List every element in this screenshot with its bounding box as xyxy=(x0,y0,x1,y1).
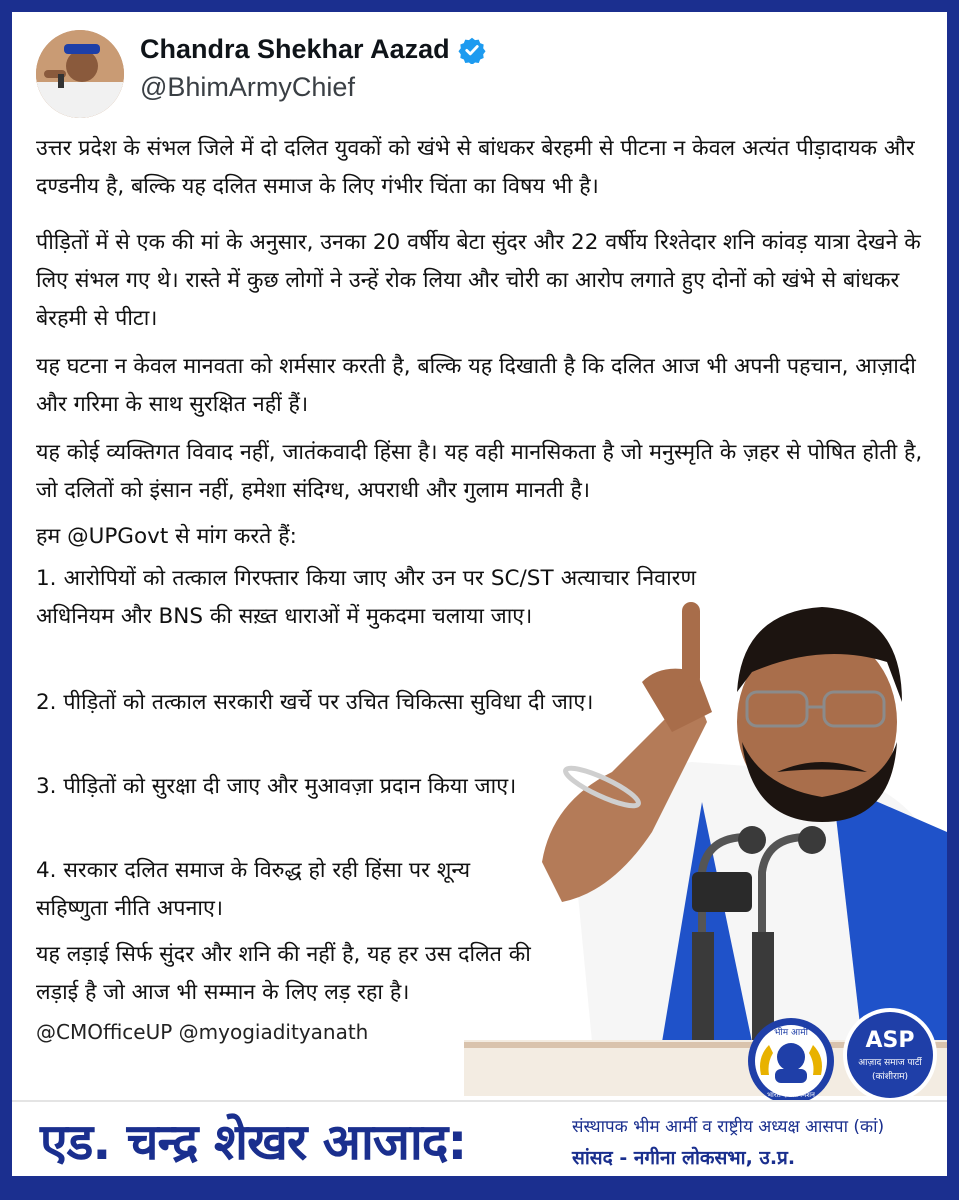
author-handle[interactable]: @BhimArmyChief xyxy=(140,72,355,102)
tweet-paragraph-2: पीड़ितों में से एक की मां के अनुसार, उनका 20 वर्षीय बेटा सुंदर और 22 वर्षीय रिश्तेदार शनि कांवड़ यात्रा देखने के लिए संभल गए थे। रास्ते में कुछ लोगों ने उन्हें रोक लिया और चोरी का आरोप लगाते हुए दोनों को खंभे से बांधकर बेरहमी से पीटा। xyxy=(36,230,921,331)
speaker-figure-image xyxy=(532,572,947,1042)
verified-badge-icon xyxy=(458,36,486,64)
tweet-paragraph-1: उत्तर प्रदेश के संभल जिले में दो दलित युवकों को खंभे से बांधकर बेरहमी से पीटना न केवल अत्यंत पीड़ादायक और दण्डनीय है, बल्कि यह दलित समाज के लिए गंभीर चिंता का विषय भी है। xyxy=(36,136,915,199)
poster-footer xyxy=(12,1100,947,1176)
author-row xyxy=(140,34,486,65)
asp-logo-subtitle-2: (कांशीराम) xyxy=(871,1072,909,1082)
bhim-army-logo-text: भीम आर्मी xyxy=(774,1028,808,1038)
footer-designation: संस्थापक भीम आर्मी व राष्ट्रीय अध्यक्ष आसपा (कां) xyxy=(572,1117,885,1137)
bottom-strip xyxy=(0,1188,959,1200)
asp-party-logo xyxy=(842,1007,938,1103)
footer-constituency: सांसद - नगीना लोकसभा, उ.प्र. xyxy=(572,1147,796,1169)
tweet-paragraph-4: यह कोई व्यक्तिगत विवाद नहीं, जातंकवादी हिंसा है। यह वही मानसिकता है जो मनुस्मृति के ज़हर से पोषित होती है, जो दलितों को इंसान नहीं, हमेशा संदिग्ध, अपराधी और गुलाम मानती है। xyxy=(36,440,923,503)
demand-item-4: 4. सरकार दलित समाज के विरुद्ध हो रही हिंसा पर शून्य सहिष्णुता नीति अपनाए। xyxy=(36,858,471,921)
asp-logo-subtitle: आज़ाद समाज पार्टी xyxy=(858,1058,922,1068)
demand-item-2: 2. पीड़ितों को तत्काल सरकारी खर्चे पर उचित चिकित्सा सुविधा दी जाए। xyxy=(36,690,594,715)
tweet-card xyxy=(12,12,947,1176)
footer-name: एड. चन्द्र शेखर आजाद: xyxy=(40,1113,467,1171)
bhim-army-logo xyxy=(747,1017,835,1105)
mentions[interactable]: @CMOfficeUP @myogiadityanath xyxy=(36,1020,369,1044)
demand-item-1: 1. आरोपियों को तत्काल गिरफ्तार किया जाए और उन पर SC/ST अत्याचार निवारण अधिनियम और BNS की सख़्त धाराओं में मुकदमा चलाया जाए। xyxy=(36,566,696,629)
closing-paragraph: यह लड़ाई सिर्फ सुंदर और शनि की नहीं है, यह हर उस दलित की लड़ाई है जो आज भी सम्मान के लिए लड़ रहा है। xyxy=(36,942,531,1005)
tweet-paragraph-3: यह घटना न केवल मानवता को शर्मसार करती है, बल्कि यह दिखाती है कि दलित आज भी अपनी पहचान, आज़ादी और गरिमा के साथ सुरक्षित नहीं हैं। xyxy=(36,354,916,417)
demand-item-3: 3. पीड़ितों को सुरक्षा दी जाए और मुआवज़ा प्रदान किया जाए। xyxy=(36,774,517,799)
author-avatar[interactable] xyxy=(36,30,124,118)
avatar-photo-icon xyxy=(36,30,124,118)
demand-intro: हम @UPGovt से मांग करते हैं: xyxy=(36,524,297,549)
asp-logo-title: ASP xyxy=(865,1028,915,1053)
bhim-army-logo-subtext: भारत एकता मिशन xyxy=(767,1091,815,1099)
author-name[interactable]: Chandra Shekhar Aazad xyxy=(140,34,450,64)
